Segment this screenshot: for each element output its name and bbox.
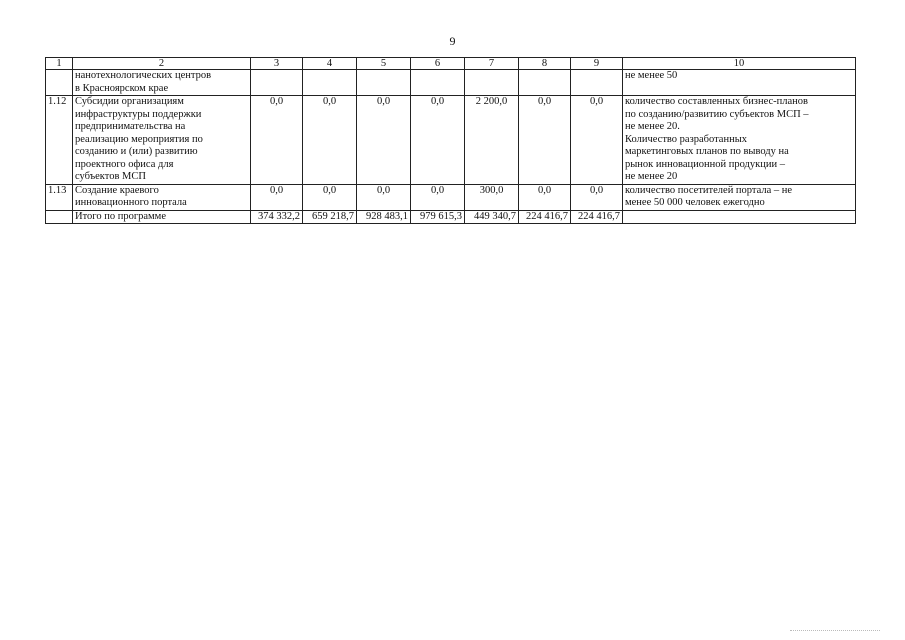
row-result-cell [623,96,856,185]
value-cell [303,70,357,96]
table-row-1-13 [46,184,856,210]
page-number: 9 [449,34,456,48]
value-cell: 0,0 [571,96,623,185]
table-row-continuation [46,70,856,96]
row-result-line: рынок инновационной продукции – [625,158,785,170]
total-result-cell [623,210,856,224]
total-value-cell: 979 615,3 [411,210,465,224]
value-cell: 0,0 [303,184,357,210]
value-cell: 300,0 [465,184,519,210]
value-cell: 0,0 [303,96,357,185]
total-value-cell: 224 416,7 [519,210,571,224]
row-name-line: в Красноярском крае [75,82,169,94]
row-name-line: проектного офиса для [75,158,174,170]
row-number-cell: 1.13 [46,184,73,210]
value-cell: 0,0 [519,96,571,185]
row-number-cell [46,210,73,224]
header-cell: 6 [411,58,465,70]
row-name-cell [73,70,251,96]
value-cell: 2 200,0 [465,96,519,185]
row-result-cell [623,70,856,96]
row-name-line: Создание краевого [75,184,159,196]
header-cell: 2 [73,58,251,70]
row-result-line: не менее 20 [625,171,678,182]
row-name-line: инфраструктуры поддержки [75,108,202,120]
row-name-line: инновационного портала [75,197,187,208]
row-number-cell: 1.12 [46,96,73,185]
header-cell: 4 [303,58,357,70]
row-name-line: предпринимательства на [75,121,186,132]
value-cell [251,70,303,96]
row-name-cell [73,96,251,185]
value-cell: 0,0 [411,96,465,185]
value-cell [465,70,519,96]
value-cell: 0,0 [357,96,411,185]
header-cell: 5 [357,58,411,70]
row-name-line: созданию и (или) развитию [75,146,198,157]
row-result-line: менее 50 000 человек ежегодно [625,197,765,208]
total-value-cell: 374 332,2 [251,210,303,224]
header-cell: 3 [251,58,303,70]
row-name-cell [73,184,251,210]
total-value-cell: 224 416,7 [571,210,623,224]
total-value-cell: 659 218,7 [303,210,357,224]
row-result-line: количество посетителей портала – не [625,184,793,196]
program-table [45,57,856,224]
header-cell: 1 [46,58,73,70]
row-name-line: субъектов МСП [75,171,146,182]
row-result-line: не менее 20. [625,121,680,132]
header-cell: 8 [519,58,571,70]
total-value-cell: 928 483,1 [357,210,411,224]
row-result-line: не менее 50 [625,70,678,81]
table-row-total [46,210,856,224]
row-result-line: Количество разработанных [625,133,748,145]
header-cell: 7 [465,58,519,70]
value-cell [411,70,465,96]
value-cell: 0,0 [519,184,571,210]
total-value-cell: 449 340,7 [465,210,519,224]
table-row-1-12 [46,96,856,185]
value-cell: 0,0 [251,184,303,210]
value-cell [571,70,623,96]
row-result-line: количество составленных бизнес-планов [625,96,809,107]
header-cell: 9 [571,58,623,70]
row-name-line: Субсидии организациям [75,96,184,107]
value-cell: 0,0 [251,96,303,185]
value-cell: 0,0 [571,184,623,210]
value-cell [357,70,411,96]
value-cell: 0,0 [357,184,411,210]
row-number-cell [46,70,73,96]
row-name-line: реализацию мероприятия по [75,133,203,145]
value-cell: 0,0 [411,184,465,210]
row-name-line: нанотехнологических центров [75,70,212,81]
row-result-line: маркетинговых планов по выводу на [625,146,789,157]
row-result-cell [623,184,856,210]
total-label-cell: Итого по программе [73,210,251,224]
value-cell [519,70,571,96]
table-header-row [46,58,856,70]
scan-edge-mark [790,630,880,632]
row-result-line: по созданию/развитию субъектов МСП – [625,108,809,120]
header-cell: 10 [623,58,856,70]
